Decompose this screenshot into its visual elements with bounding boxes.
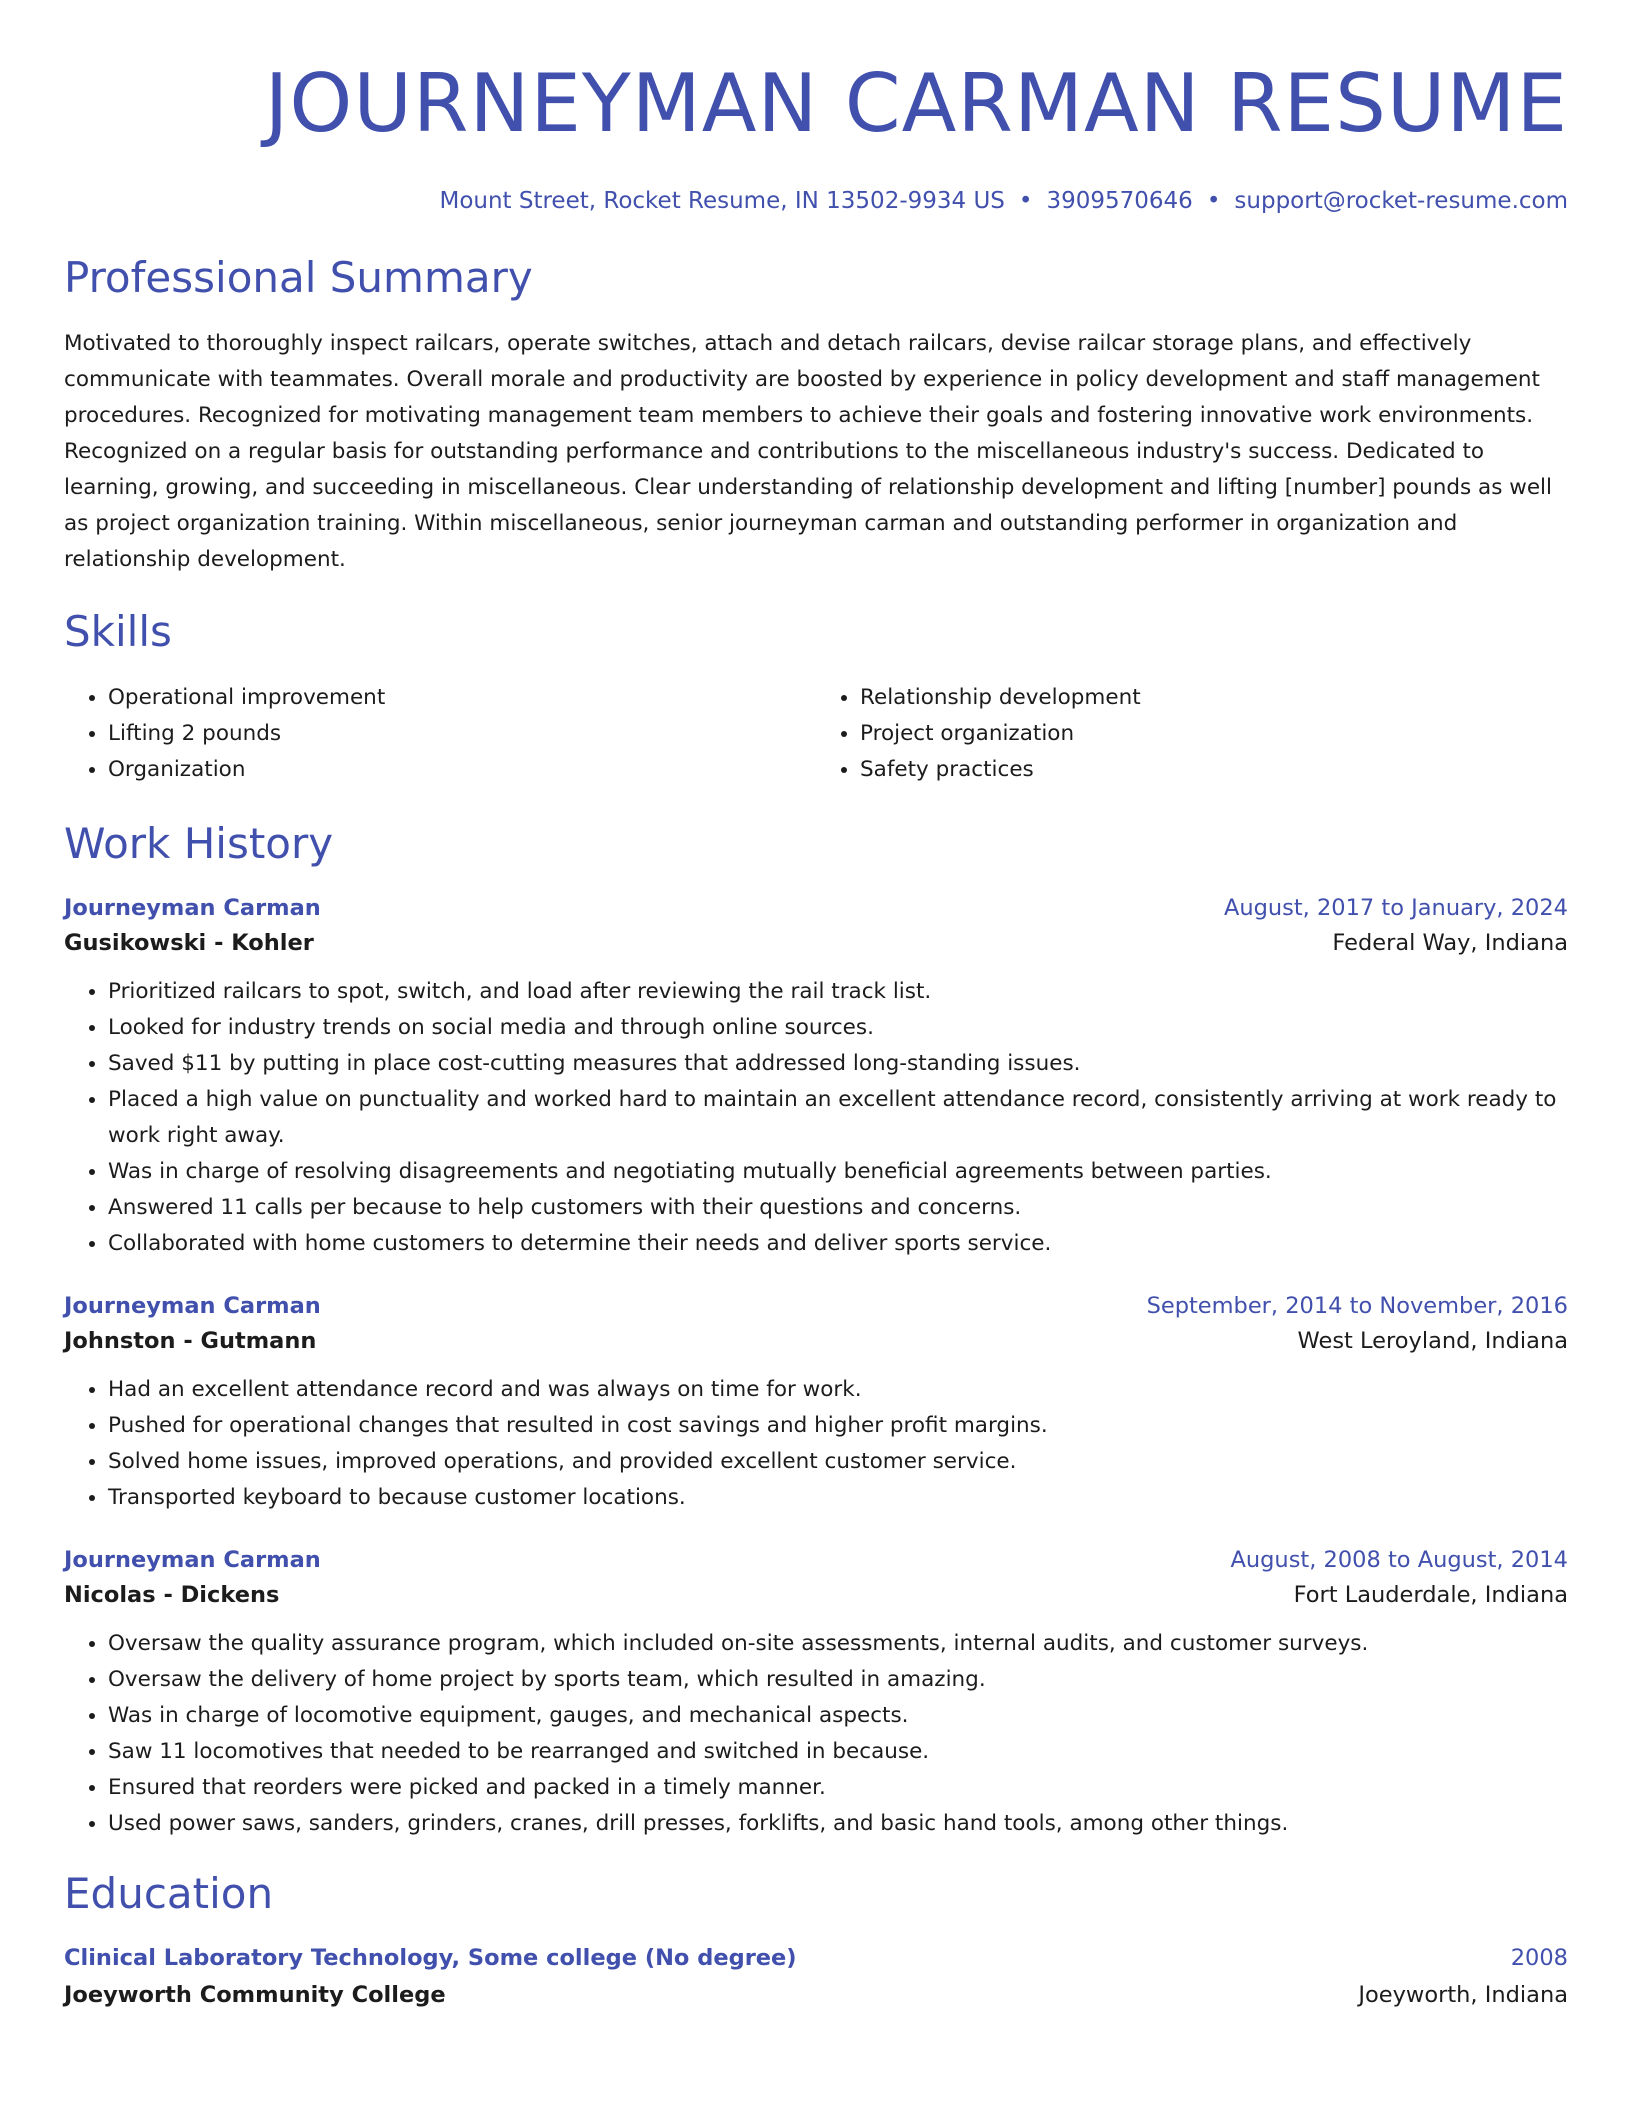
job-header — [64, 1290, 1568, 1322]
job-bullet: • Was in charge of locomotive equipment, gauges, and mechanical aspects. — [108, 1698, 1568, 1734]
job-title: Journeyman Carman — [64, 1293, 321, 1319]
job-bullet: • Answered 11 calls per because to help customers with their questions and concerns. — [108, 1190, 1568, 1226]
education-location: Joeyworth, Indiana — [1358, 1982, 1568, 2008]
skill-item: • Relationship development — [860, 680, 1568, 716]
job-entry — [64, 1544, 1568, 1842]
contact-line — [64, 186, 1568, 216]
job-bullets — [64, 974, 1568, 1262]
job-bullet: • Placed a high value on punctuality and worked hard to maintain an excellent attendance record, consistently arriving at work ready to work right away. — [108, 1082, 1568, 1154]
job-employer — [64, 1576, 1568, 1614]
job-dates: September, 2014 to November, 2016 — [1146, 1293, 1568, 1319]
job-bullet: • Oversaw the delivery of home project by sports team, which resulted in amazing. — [108, 1662, 1568, 1698]
education-institution — [64, 1976, 1568, 2014]
education-heading: Education — [64, 1869, 274, 1918]
job-location: Fort Lauderdale, Indiana — [1293, 1582, 1568, 1608]
education-header — [64, 1940, 1568, 1976]
job-bullet: • Prioritized railcars to spot, switch, and load after reviewing the rail track list. — [108, 974, 1568, 1010]
job-company: Johnston - Gutmann — [64, 1328, 317, 1354]
skill-item: • Project organization — [860, 716, 1568, 752]
skill-item: • Operational improvement — [108, 680, 816, 716]
job-company: Gusikowski - Kohler — [64, 930, 314, 956]
job-location: Federal Way, Indiana — [1332, 930, 1568, 956]
resume-title: JOURNEYMAN CARMAN RESUME — [264, 57, 1568, 150]
job-bullet: • Used power saws, sanders, grinders, cranes, drill presses, forklifts, and basic hand tools, among other things. — [108, 1806, 1568, 1842]
job-bullet: • Saw 11 locomotives that needed to be rearranged and switched in because. — [108, 1734, 1568, 1770]
job-header — [64, 1544, 1568, 1576]
job-title: Journeyman Carman — [64, 1547, 321, 1573]
job-title: Journeyman Carman — [64, 895, 321, 921]
skill-item: • Lifting 2 pounds — [108, 716, 816, 752]
education-entry — [64, 1940, 1568, 2014]
skills-column-left — [64, 680, 816, 788]
job-bullet: • Saved $11 by putting in place cost-cutting measures that addressed long-standing issues. — [108, 1046, 1568, 1082]
job-bullet: • Solved home issues, improved operations, and provided excellent customer service. — [108, 1444, 1568, 1480]
job-bullet: • Collaborated with home customers to determine their needs and deliver sports service. — [108, 1226, 1568, 1262]
skills-heading: Skills — [64, 607, 172, 656]
job-bullet: • Looked for industry trends on social media and through online sources. — [108, 1010, 1568, 1046]
skills-column-right — [816, 680, 1568, 788]
summary-heading: Professional Summary — [64, 253, 533, 302]
job-company: Nicolas - Dickens — [64, 1582, 280, 1608]
summary-text: Motivated to thoroughly inspect railcars, operate switches, attach and detach railcars, devise railcar storage plans, and effectively communicate with teammates. Overall morale and productivity are boosted by experience in policy development and staff management procedures. Recognized for motivating management team members to achieve their goals and fostering innovative work environments. Recognized on a regular basis for outstanding performance and contributions to the miscellaneous industry's success. Dedicated to learning, growing, and succeeding in miscellaneous. Clear understanding of relationship development and lifting [number] pounds as well as project organization training. Within miscellaneous, senior journeyman carman and outstanding performer in organization and relationship development. — [64, 331, 1552, 572]
skills-list — [64, 680, 1568, 788]
job-location: West Leroyland, Indiana — [1297, 1328, 1568, 1354]
education-year: 2008 — [1510, 1945, 1568, 1971]
job-bullets — [64, 1626, 1568, 1842]
job-bullet: • Had an excellent attendance record and was always on time for work. — [108, 1372, 1568, 1408]
contact-address: Mount Street, Rocket Resume, IN 13502-9934 US — [439, 188, 1005, 214]
education-school: Joeyworth Community College — [64, 1982, 446, 2008]
job-bullets — [64, 1372, 1568, 1516]
skill-item: • Organization — [108, 752, 816, 788]
job-entry — [64, 1290, 1568, 1516]
education-degree: Clinical Laboratory Technology, Some college (No degree) — [64, 1945, 797, 1971]
contact-separator: • — [1206, 188, 1221, 214]
contact-email[interactable]: support@rocket-resume.com — [1234, 188, 1568, 214]
job-bullet: • Oversaw the quality assurance program, which included on-site assessments, internal audits, and customer surveys. — [108, 1626, 1568, 1662]
contact-separator: • — [1018, 188, 1033, 214]
work-history-heading: Work History — [64, 819, 334, 868]
job-bullet: • Transported keyboard to because customer locations. — [108, 1480, 1568, 1516]
contact-phone: 3909570646 — [1046, 188, 1193, 214]
job-bullet: • Was in charge of resolving disagreements and negotiating mutually beneficial agreements between parties. — [108, 1154, 1568, 1190]
resume-header — [64, 0, 1568, 216]
job-dates: August, 2017 to January, 2024 — [1223, 895, 1568, 921]
job-header — [64, 892, 1568, 924]
job-employer — [64, 1322, 1568, 1360]
job-dates: August, 2008 to August, 2014 — [1230, 1547, 1568, 1573]
job-employer — [64, 924, 1568, 962]
skill-item: • Safety practices — [860, 752, 1568, 788]
job-entry — [64, 892, 1568, 1262]
job-bullet: • Ensured that reorders were picked and packed in a timely manner. — [108, 1770, 1568, 1806]
job-bullet: • Pushed for operational changes that resulted in cost savings and higher profit margins. — [108, 1408, 1568, 1444]
